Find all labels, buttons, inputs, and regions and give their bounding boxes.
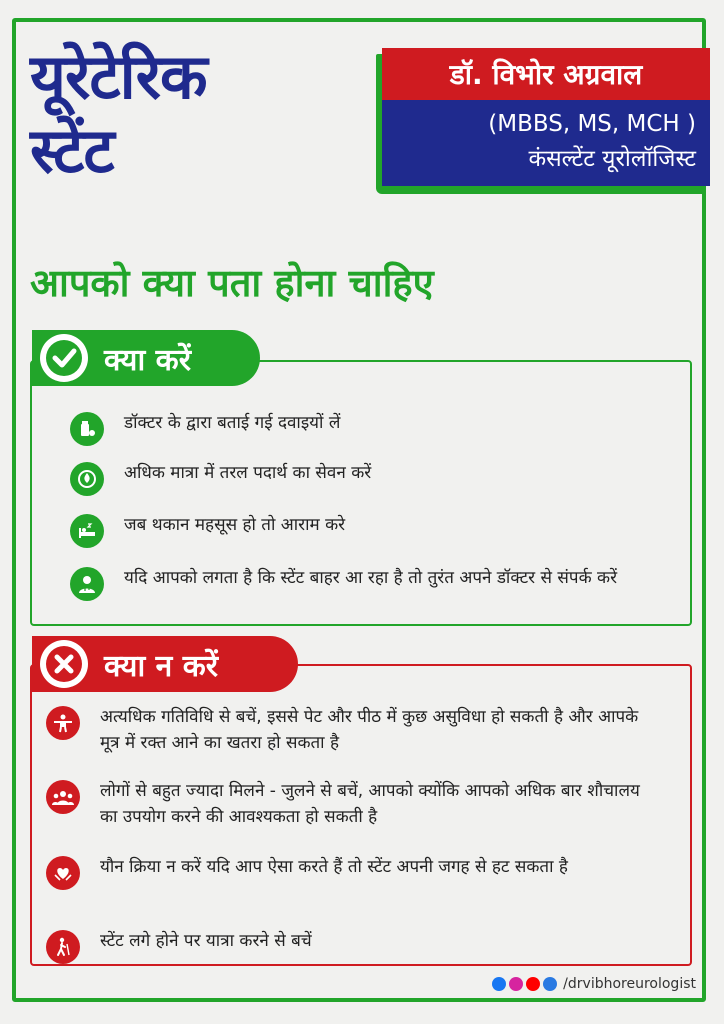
medicine-icon — [70, 412, 104, 446]
social-handle: /drvibhoreurologist — [563, 976, 696, 992]
doctor-credentials — [382, 100, 710, 186]
cross-icon — [40, 640, 88, 688]
list-item — [70, 410, 670, 446]
youtube-icon — [526, 977, 540, 991]
checkmark-icon — [40, 334, 88, 382]
instagram-icon — [509, 977, 523, 991]
subtitle: आपको क्या पता होना चाहिए — [30, 261, 434, 305]
item-text: डॉक्टर के द्वारा बताई गई दवाइयों लें — [124, 413, 341, 433]
walking-travel-icon — [46, 930, 80, 964]
list-item — [70, 512, 670, 548]
people-group-icon — [46, 780, 80, 814]
exercise-icon — [46, 706, 80, 740]
fluid-intake-icon — [70, 462, 104, 496]
item-text: अत्यधिक गतिविधि से बचें, इससे पेट और पीठ में कुछ असुविधा हो सकती है और आपके मूत्र में रक्त आने का खतरा हो सकता है — [100, 707, 639, 753]
dos-heading-pill — [32, 330, 260, 386]
item-text: लोगों से बहुत ज्यादा मिलने - जुलने से बचें, आपको क्योंकि आपको अधिक बार शौचालय का उपयोग करने की आवश्यकता हो सकती है — [100, 781, 640, 827]
item-text: अधिक मात्रा में तरल पदार्थ का सेवन करें — [124, 463, 372, 483]
item-text: यौन क्रिया न करें यदि आप ऐसा करते हैं तो स्टेंट अपनी जगह से हट सकता है — [100, 857, 568, 877]
item-text: स्टेंट लगे होने पर यात्रा करने से बचें — [100, 931, 312, 951]
rest-bed-icon — [70, 514, 104, 548]
doctor-qualifications: (MBBS, MS, MCH ) — [488, 111, 696, 137]
list-item — [46, 704, 646, 756]
dos-heading: क्या करें — [104, 342, 191, 378]
list-item — [70, 460, 670, 496]
doctor-name: डॉ. विभोर अग्रवाल — [382, 48, 710, 100]
doctor-card — [376, 48, 710, 194]
title-line-2: स्टेंट — [30, 114, 114, 187]
list-item — [46, 928, 646, 964]
social-footer — [492, 976, 696, 992]
title-line-1: यूरेटेरिक — [30, 40, 207, 113]
list-item — [70, 565, 630, 601]
item-text: यदि आपको लगता है कि स्टेंट बाहर आ रहा है तो तुरंत अपने डॉक्टर से संपर्क करें — [124, 568, 618, 588]
website-icon — [543, 977, 557, 991]
doctor-role: कंसल्टेंट यूरोलॉजिस्ट — [528, 146, 696, 172]
donts-heading: क्या न करें — [104, 648, 219, 684]
facebook-icon — [492, 977, 506, 991]
doctor-icon — [70, 567, 104, 601]
list-item — [46, 854, 646, 890]
list-item — [46, 778, 646, 830]
poster-title — [30, 40, 360, 188]
heart-hands-icon — [46, 856, 80, 890]
donts-heading-pill — [32, 636, 298, 692]
item-text: जब थकान महसूस हो तो आराम करे — [124, 515, 346, 535]
